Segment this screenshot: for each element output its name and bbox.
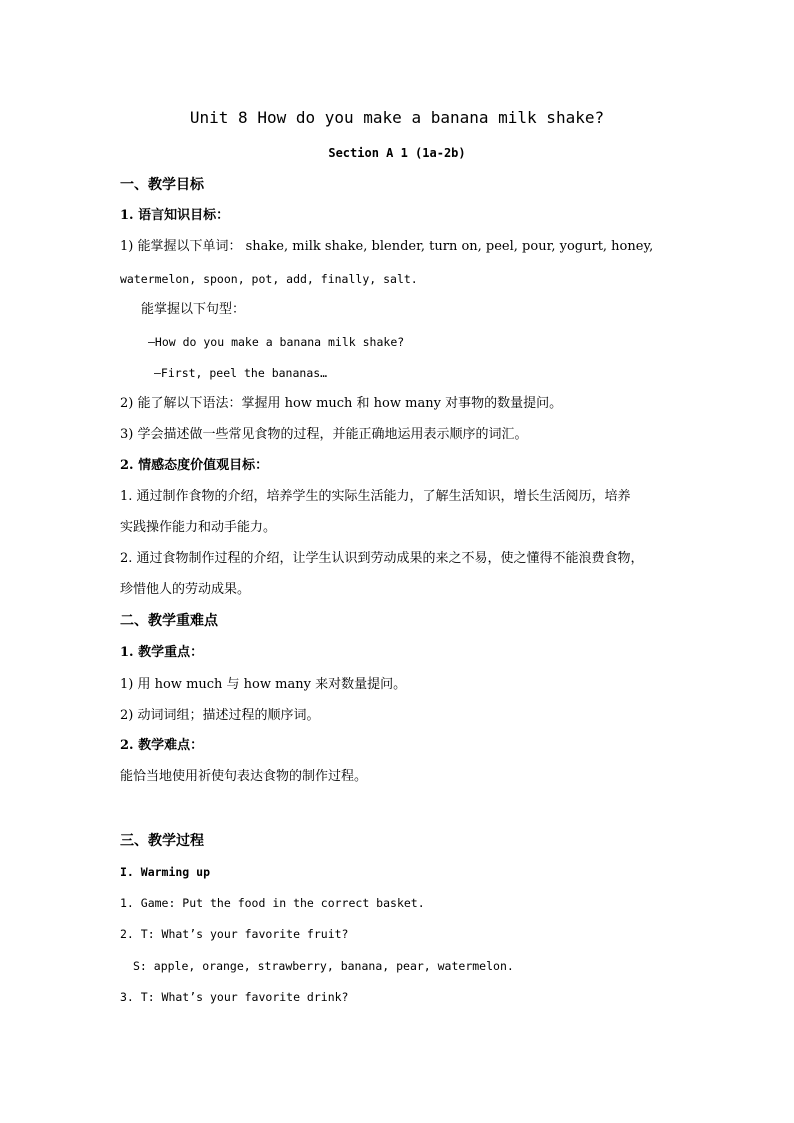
text-line: 能恰当地使用祈使句表达食物的制作过程。 [120,769,368,784]
text-line: 3) 学会描述做一些常见食物的过程，并能正确地运用表示顺序的词汇。 [120,427,528,442]
text-line: 1) 能掌握以下单词： shake, milk shake, blender, turn on, peel, pour, yogurt, honey, [120,239,654,254]
section-heading: 一、教学目标 [120,177,204,193]
text-line: 3. T: What’s your favorite drink? [120,990,349,1004]
text-line: S: apple, orange, strawberry, banana, pear, watermelon. [133,959,514,973]
section-heading: 三、教学过程 [120,833,204,849]
subsection-heading: 1. 语言知识目标： [120,208,230,223]
text-line: 2. T: What’s your favorite fruit? [120,927,349,941]
dialogue-line: —First, peel the bananas… [154,366,328,380]
dialogue-line: —How do you make a banana milk shake? [148,335,405,349]
text-line: 珍惜他人的劳动成果。 [120,582,251,597]
subsection-heading: 1. 教学重点： [120,645,204,660]
subsection-heading: 2. 情感态度价值观目标： [120,458,269,473]
text-line: 能掌握以下句型： [141,302,246,317]
text-line: 1. 通过制作食物的介绍，培养学生的实际生活能力，了解生活知识，增长生活阅历，培养 [120,489,631,504]
section-heading: 二、教学重难点 [120,613,218,629]
text-line: watermelon, spoon, pot, add, finally, salt. [120,272,418,286]
text-line: 2) 动词词组；描述过程的顺序词。 [120,708,320,723]
document-subtitle: Section A 1 (1a-2b) [328,146,466,160]
text-line: 1. Game: Put the food in the correct basket. [120,896,425,910]
text-line: 2) 能了解以下语法：掌握用 how much 和 how many 对事物的数量提问。 [120,396,563,411]
subsection-heading: 2. 教学难点： [120,738,204,753]
text-line: 2. 通过食物制作过程的介绍，让学生认识到劳动成果的来之不易，使之懂得不能浪费食物， [120,551,644,566]
text-line: 1) 用 how much 与 how many 来对数量提问。 [120,677,407,692]
subsection-heading: I. Warming up [120,865,211,879]
text-line: 实践操作能力和动手能力。 [120,520,277,535]
document-title: Unit 8 How do you make a banana milk shake? [189,108,605,127]
